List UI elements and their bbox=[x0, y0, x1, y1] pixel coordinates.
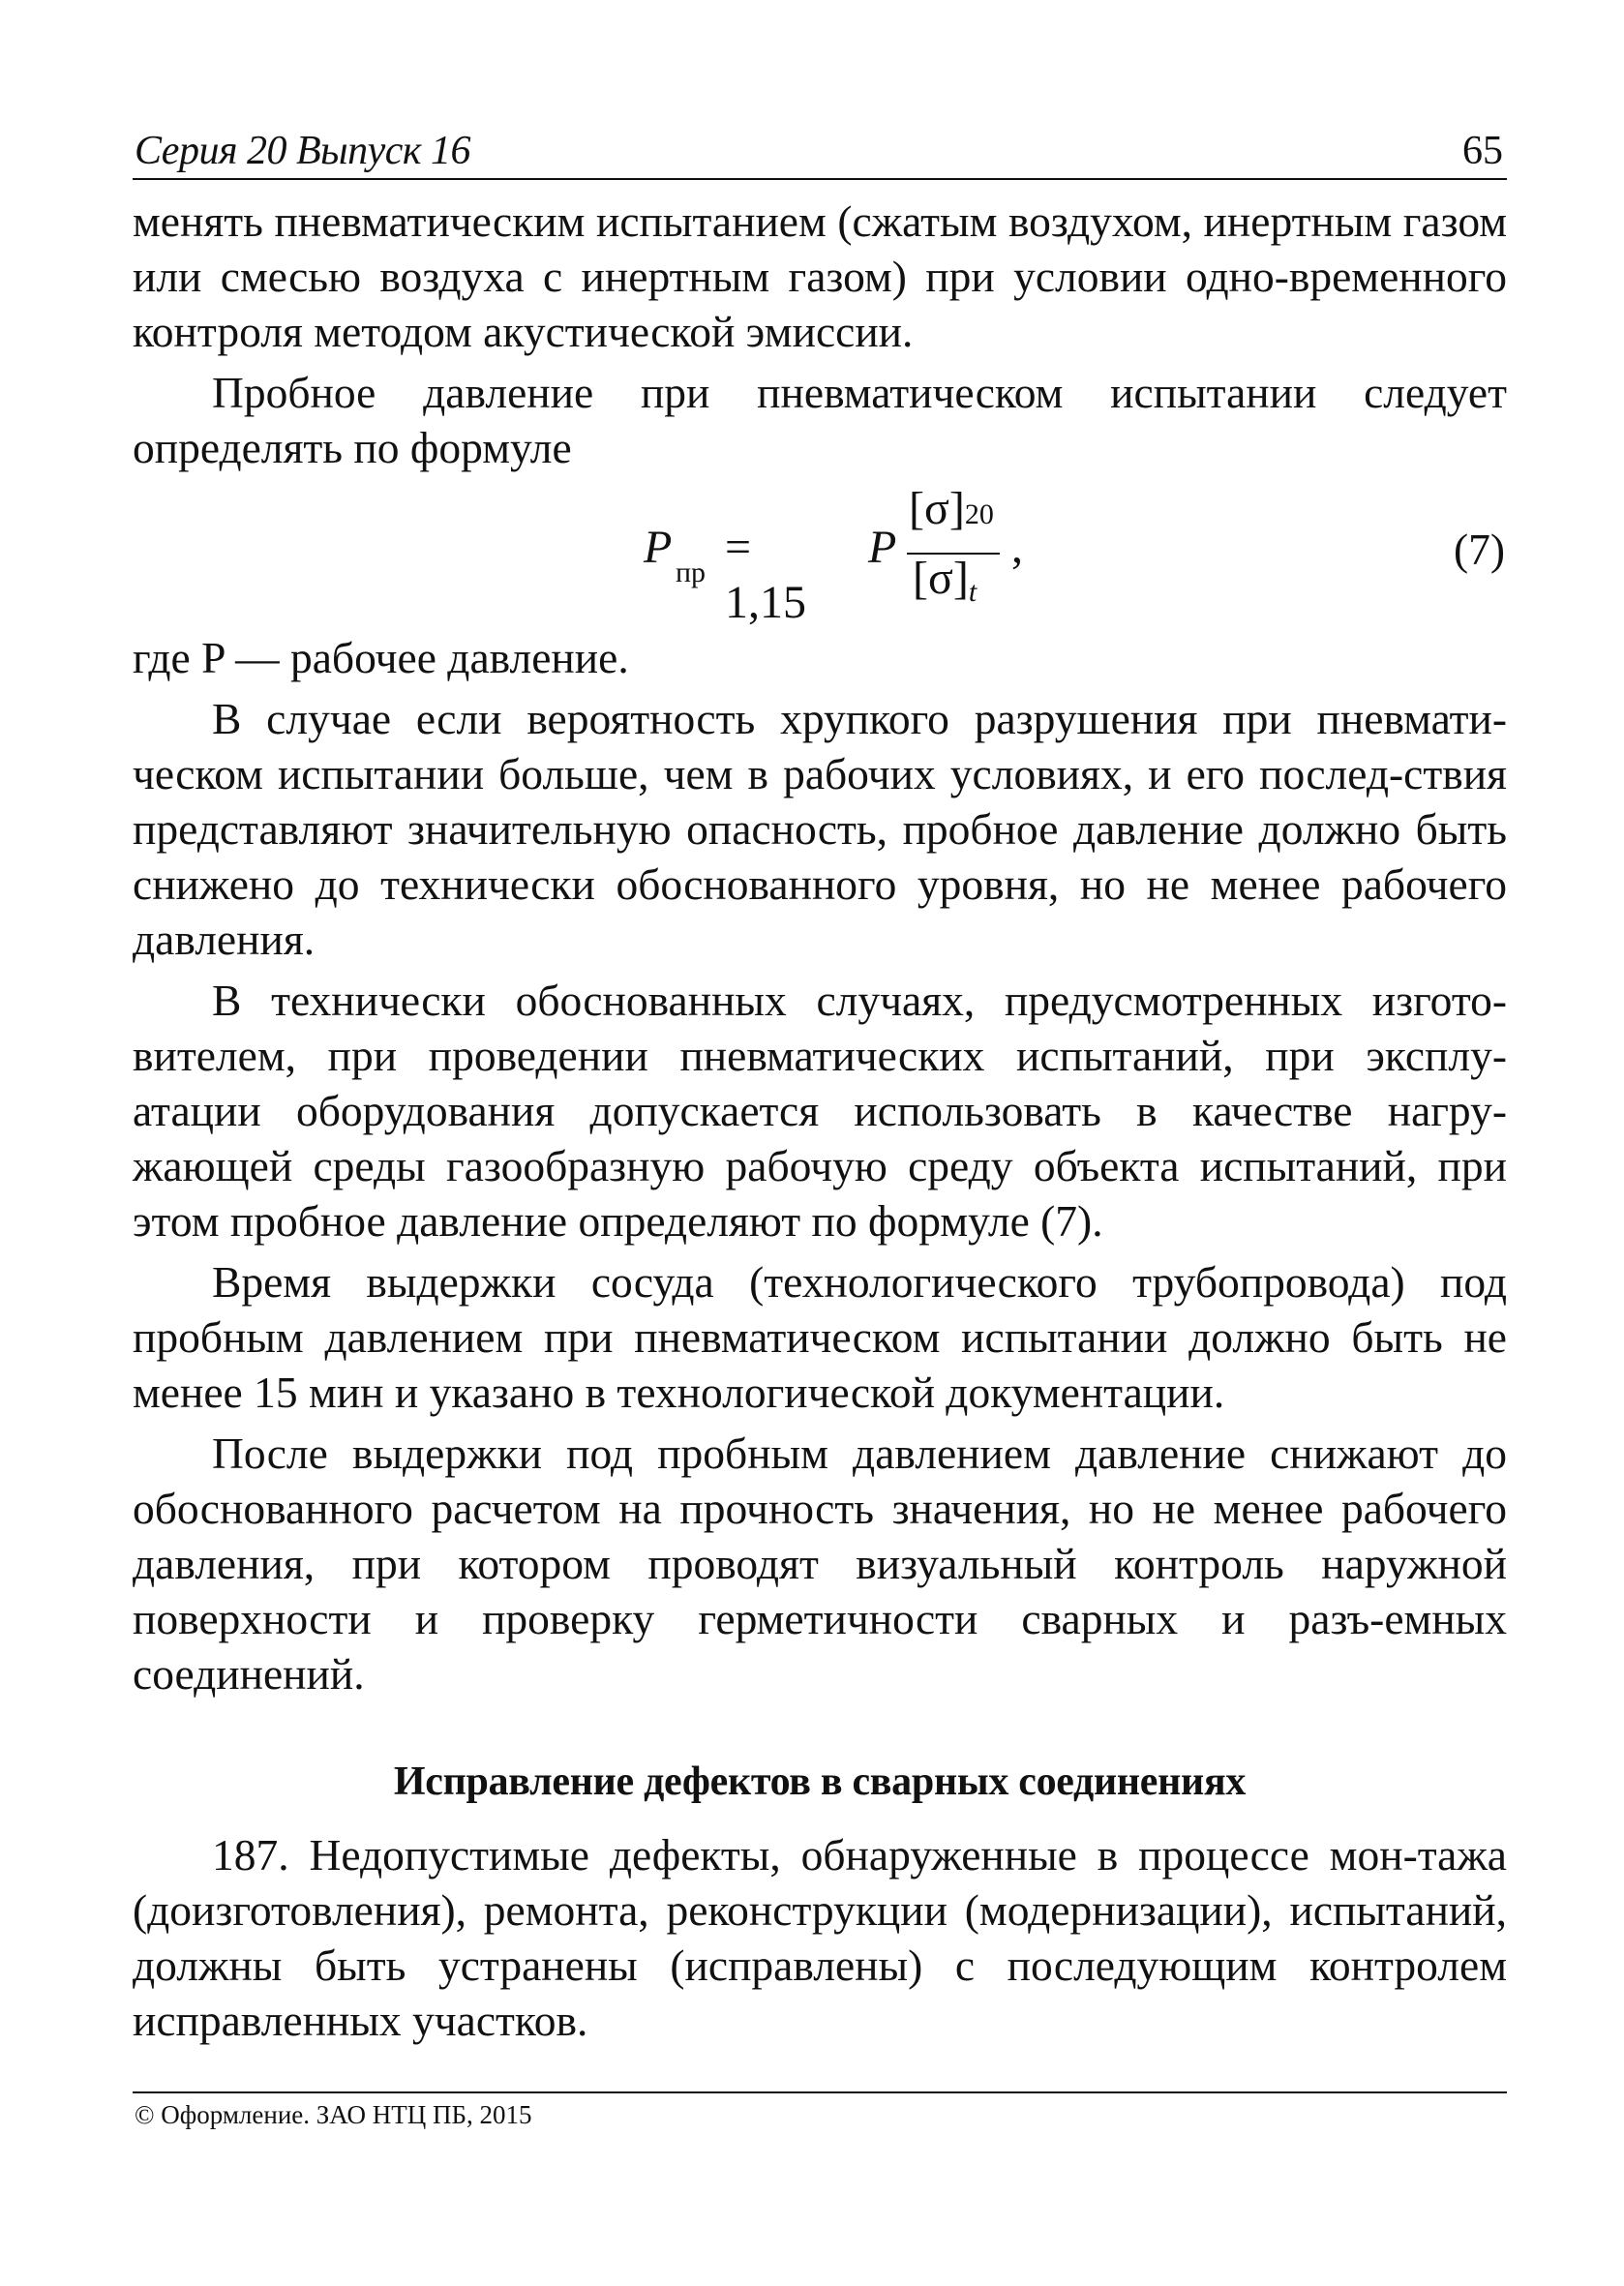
formula-lhs: P bbox=[644, 522, 673, 573]
footer-divider bbox=[133, 2091, 1507, 2093]
body-text bbox=[133, 194, 1507, 2048]
paragraph-formula-intro: Пробное давление при пневматическом испытании следует определять по формуле bbox=[133, 368, 1507, 472]
copyright-footer: © Оформление. ЗАО НТЦ ПБ, 2015 bbox=[135, 2100, 532, 2129]
running-header bbox=[133, 116, 1507, 180]
equation-number: (7) bbox=[1453, 525, 1505, 574]
paragraph-gaseous-medium: В технически обоснованных случаях, предусмотренных изгото-вителем, при проведении пневматических испытаний, при эксплу-атации оборудования допускается использовать в качестве нагру-жающей среды газообразную рабочую среду объекта испытаний, при этом пробное давление определяют по формуле (7). bbox=[133, 976, 1507, 1246]
document-page bbox=[133, 116, 1507, 2048]
formula-comma: , bbox=[1011, 522, 1023, 573]
page-number: 65 bbox=[1462, 129, 1503, 173]
formula-numerator: [σ]20 bbox=[909, 483, 994, 534]
formula-fraction bbox=[905, 485, 1002, 630]
formula-7 bbox=[133, 485, 1507, 630]
section-heading: Исправление дефектов в сварных соединениях bbox=[393, 1760, 1247, 1804]
formula-coefficient: = 1,15 bbox=[725, 522, 806, 628]
where-clause: где P — рабочее давление. bbox=[133, 633, 629, 682]
formula-denominator: $[\sigma]_t$ bbox=[913, 553, 977, 608]
paragraph-holding-time: Время выдержки сосуда (технологического трубопровода) под пробным давлением при пневматическом испытании должно быть не менее 15 мин и указано в технологической документации. bbox=[133, 1257, 1507, 1417]
formula-lhs-subscript: пр bbox=[676, 556, 707, 588]
paragraph-pressure-reduction: После выдержки под пробным давлением давление снижают до обоснованного расчетом на прочность значения, но не менее рабочего давления, при котором проводят визуальный контроль наружной поверхности и проверку герметичности сварных и разъ-емных соединений. bbox=[133, 1429, 1507, 1699]
paragraph-187: 187. Недопустимые дефекты, обнаруженные в процессе мон-тажа (доизготовления), ремонта, реконструкции (модернизации), испытаний, должны быть устранены (исправлены) с последующим контролем исправленных участков. bbox=[133, 1830, 1507, 2045]
formula-pressure-symbol: P bbox=[868, 522, 897, 573]
series-title: Серия 20 Выпуск 16 bbox=[135, 129, 470, 173]
paragraph-brittle-failure: В случае если вероятность хрупкого разрушения при пневмати-ческом испытании больше, чем в рабочих условиях, и его послед-ствия представляют значительную опасность, пробное давление должно быть снижено до технически обоснованного уровня, но не менее рабочего давления. bbox=[133, 694, 1507, 964]
paragraph-continuation: менять пневматическим испытанием (сжатым воздухом, инертным газом или смесью воздуха с инертным газом) при условии одно-временного контроля методом акустической эмиссии. bbox=[133, 196, 1507, 356]
